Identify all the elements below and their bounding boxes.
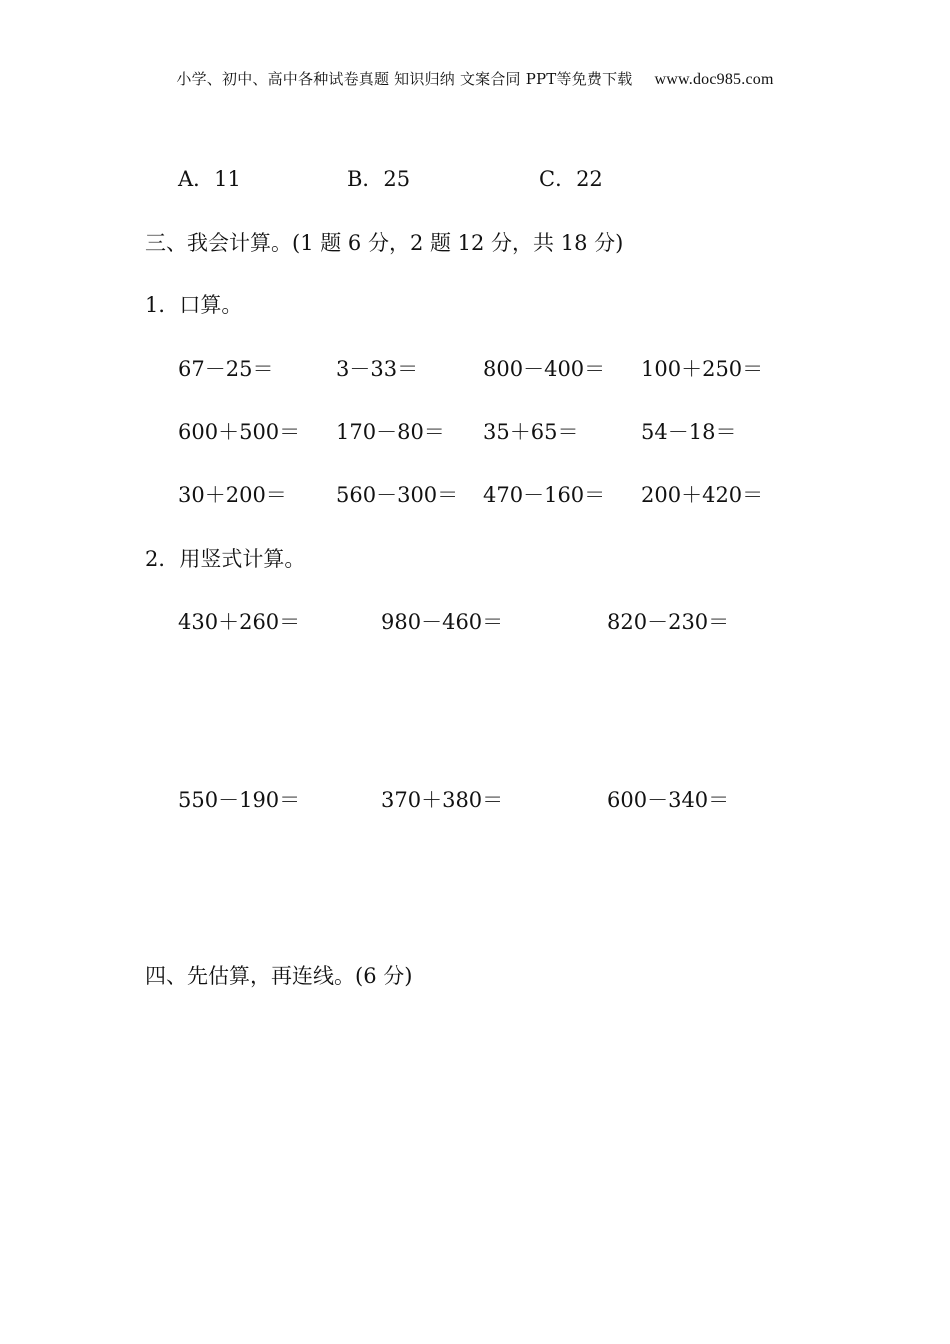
oral-calc-item: 800－400＝ [483, 357, 606, 381]
oral-calc-item: 170－80＝ [336, 420, 445, 444]
q2-title: 2．用竖式计算。 [145, 547, 306, 571]
header-text: 小学、初中、高中各种试卷真题 知识归纳 文案合同 PPT等免费下载 [176, 70, 633, 88]
vertical-calc-item: 600－340＝ [607, 788, 730, 812]
oral-calc-item: 560－300＝ [336, 483, 459, 507]
option-c: C．22 [539, 167, 603, 191]
oral-calc-item: 54－18＝ [641, 420, 737, 444]
oral-calc-item: 67－25＝ [178, 357, 274, 381]
vertical-calc-item: 820－230＝ [607, 610, 730, 634]
vertical-calc-item: 550－190＝ [178, 788, 301, 812]
q1-title: 1．口算。 [145, 293, 243, 317]
oral-calc-item: 600＋500＝ [178, 420, 301, 444]
section4-title: 四、先估算，再连线。(6 分) [145, 964, 413, 988]
page-header [0, 68, 950, 89]
oral-calc-item: 100＋250＝ [641, 357, 764, 381]
oral-calc-item: 200＋420＝ [641, 483, 764, 507]
header-site: www.doc985.com [654, 71, 774, 88]
oral-calc-item: 470－160＝ [483, 483, 606, 507]
oral-calc-item: 30＋200＝ [178, 483, 287, 507]
option-a: A．11 [178, 167, 241, 191]
oral-calc-item: 3－33＝ [336, 357, 419, 381]
vertical-calc-item: 370＋380＝ [381, 788, 504, 812]
vertical-calc-item: 980－460＝ [381, 610, 504, 634]
vertical-calc-item: 430＋260＝ [178, 610, 301, 634]
oral-calc-item: 35＋65＝ [483, 420, 579, 444]
section3-title: 三、我会计算。(1 题 6 分，2 题 12 分，共 18 分) [145, 231, 624, 255]
option-b: B．25 [347, 167, 411, 191]
